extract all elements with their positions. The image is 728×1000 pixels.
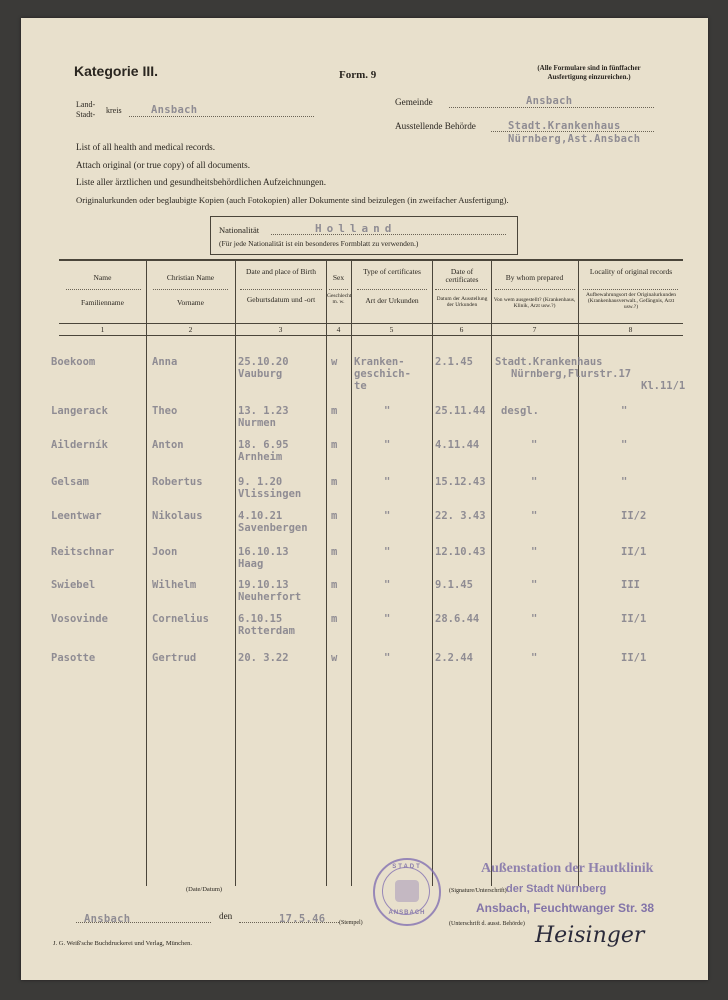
col-header-loc-de: Aufbewahrungsort der Originalurkunden (Krankenhausverwalt., Gefängnis, Arzt usw.?): [585, 292, 677, 310]
row-prepared-by: ": [531, 546, 538, 558]
behoerde-label: Ausstellende Behörde: [395, 121, 476, 131]
row-birth-date: 19.10.13: [238, 579, 289, 591]
col-header-name-de: Familienname: [81, 298, 124, 307]
row-certificate-date: 9.1.45: [435, 579, 473, 591]
round-stamp-bottom: ANSBACH: [388, 910, 426, 916]
col-header-name: [59, 274, 146, 282]
nationality-box: [210, 216, 518, 255]
row-first-name: Cornelius: [152, 613, 209, 625]
row-sex: w: [331, 652, 338, 664]
col-header-by: By whom prepared: [505, 273, 564, 282]
behoerde-value-1: Stadt.Krankenhaus: [508, 120, 621, 132]
footer-place: Ansbach: [84, 913, 131, 925]
row-prepared-by-2: Nürnberg,Flurstr.17: [511, 368, 632, 380]
header-dots-3: [240, 289, 322, 290]
row-certificate-type: ": [384, 579, 391, 591]
printer-imprint: J. G. Weiß'sche Buchdruckerei und Verlag, München.: [53, 940, 193, 947]
row-name: Swiebel: [51, 579, 96, 591]
row-name: Langerack: [51, 405, 108, 417]
round-stamp-top: STADT: [392, 864, 422, 870]
row-prepared-by: desgl.: [501, 405, 539, 417]
instruction-line-2: Attach original (or true copy) of all documents.: [76, 160, 250, 170]
row-birth-date: 25.10.20: [238, 356, 289, 368]
col-number-5: 5: [389, 325, 394, 334]
coat-of-arms-icon: [395, 880, 419, 902]
header-dots-8: [583, 289, 678, 290]
nationality-label: Nationalität: [219, 225, 260, 235]
col-number-3: 3: [278, 325, 283, 334]
row-first-name: Robertus: [152, 476, 203, 488]
gemeinde-label: Gemeinde: [395, 97, 433, 107]
col-header-loc: Locality of original records: [589, 267, 673, 276]
row-certificate-type: ": [384, 476, 391, 488]
header-dots-1: [66, 289, 141, 290]
table-number-rule: [59, 335, 683, 336]
row-prepared-by: ": [531, 476, 538, 488]
row-name: Ailderník: [51, 439, 108, 451]
col-divider-1: [146, 261, 147, 886]
stempel-label: (Stempel): [339, 920, 363, 926]
row-certificate-date: 25.11.44: [435, 405, 486, 417]
category-title: Kategorie III.: [74, 63, 159, 79]
row-prepared-by: ": [531, 652, 538, 664]
col-divider-5: [432, 261, 433, 886]
row-first-name: Nikolaus: [152, 510, 203, 522]
col-header-sex: Sex: [332, 273, 345, 282]
row-locality: II/2: [621, 510, 647, 522]
col-divider-2: [235, 261, 236, 886]
col-number-2: 2: [188, 325, 193, 334]
row-first-name: Theo: [152, 405, 178, 417]
row-locality: II/1: [621, 652, 647, 664]
col-header-sex-de: Geschlecht m. w.: [327, 293, 352, 305]
signature-label-2: (Unterschrift d. ausst. Behörde): [449, 921, 525, 927]
row-birth-place: Arnheim: [238, 451, 283, 463]
col-number-4: 4: [336, 325, 341, 334]
footer-date: 17.5.46: [279, 913, 326, 925]
instruction-line-4: Originalurkunden oder beglaubigte Kopien (auch Fotokopien) aller Dokumente sind beizulegen (in zweifacher Ausfertigung).: [76, 195, 509, 205]
col-header-by-de: Von wem ausgestellt? (Krankenhaus, Klinik, Arzt usw.?): [493, 297, 576, 309]
footer-den: den: [219, 911, 233, 921]
stamp-line-2: der Stadt Nürnberg: [506, 883, 607, 895]
row-birth-date: 9. 1.20: [238, 476, 283, 488]
row-locality: II/1: [621, 613, 647, 625]
row-locality: III: [621, 579, 640, 591]
col-header-date-de: Datum der Ausstellung der Urkunden: [436, 296, 488, 308]
row-prepared-by: ": [531, 510, 538, 522]
col-divider-6: [491, 261, 492, 886]
col-number-7: 7: [532, 325, 537, 334]
date-label: (Date/Datum): [186, 886, 223, 893]
row-prepared-by: Stadt.Krankenhaus: [495, 356, 603, 368]
row-first-name: Gertrud: [152, 652, 197, 664]
col-divider-4: [351, 261, 352, 886]
row-sex: m: [331, 439, 338, 451]
row-sex: m: [331, 405, 338, 417]
row-locality: ": [621, 439, 628, 451]
row-sex: m: [331, 613, 338, 625]
table-header-rule: [59, 323, 683, 324]
signature-label: (Signature/Unterschrift): [449, 888, 507, 894]
col-number-8: 8: [628, 325, 633, 334]
row-sex: w: [331, 356, 338, 368]
row-prepared-by: ": [531, 613, 538, 625]
row-certificate-type: ": [384, 546, 391, 558]
row-first-name: Anton: [152, 439, 184, 451]
row-sex: m: [331, 579, 338, 591]
row-certificate-type: ": [384, 613, 391, 625]
copies-note-line1: (Alle Formulare sind in fünffacher: [537, 64, 641, 72]
gemeinde-value: Ansbach: [526, 95, 573, 107]
row-birth-place: Nurmen: [238, 417, 276, 429]
row-birth-date: 20. 3.22: [238, 652, 289, 664]
stamp-line-3: Ansbach, Feuchtwanger Str. 38: [476, 901, 655, 915]
row-birth-place: Rotterdam: [238, 625, 295, 637]
nationality-line: [271, 234, 506, 235]
row-birth-date: 4.10.21: [238, 510, 283, 522]
row-birth-place: Neuherfort: [238, 591, 302, 603]
col-number-6: 6: [459, 325, 464, 334]
header-dots-4: [329, 289, 348, 290]
row-first-name: Wilhelm: [152, 579, 197, 591]
row-name: Gelsam: [51, 476, 89, 488]
kreis-label: kreis: [106, 106, 122, 115]
form-number: Form. 9: [339, 69, 377, 81]
land-label: Land-: [76, 100, 96, 109]
row-birth-date: 6.10.15: [238, 613, 283, 625]
copies-note-line2: Ausfertigung einzureichen.): [547, 73, 631, 81]
row-certificate-date: 2.2.44: [435, 652, 473, 664]
row-locality: ": [621, 476, 628, 488]
col-divider-3: [326, 261, 327, 886]
col-header-birth-de: Geburtsdatum und -ort: [246, 295, 316, 304]
behoerde-value-2: Nürnberg,Ast.Ansbach: [508, 133, 641, 145]
gemeinde-line: [449, 107, 654, 108]
header-dots-7: [495, 289, 575, 290]
col-header-date: Date of certificates: [445, 267, 479, 284]
col-header-birth: Date and place of Birth: [246, 267, 316, 276]
row-locality: II/1: [621, 546, 647, 558]
row-certificate-type-3: te: [354, 380, 367, 392]
row-sex: m: [331, 476, 338, 488]
nationality-value: Holland: [315, 222, 397, 235]
instruction-line-1: List of all health and medical records.: [76, 142, 216, 152]
row-birth-place: Haag: [238, 558, 264, 570]
header-dots-5: [357, 289, 427, 290]
col-divider-7: [578, 261, 579, 886]
row-birth-date: 16.10.13: [238, 546, 289, 558]
row-certificate-date: 2.1.45: [435, 356, 473, 368]
header-dots-2: [153, 289, 228, 290]
row-birth-place: Savenbergen: [238, 522, 308, 534]
row-name: Pasotte: [51, 652, 96, 664]
col-header-first-de: Vorname: [177, 298, 204, 307]
col-header-type-de: Art der Urkunden: [365, 296, 419, 305]
row-first-name: Joon: [152, 546, 178, 558]
row-certificate-type: ": [384, 510, 391, 522]
row-certificate-type-2: geschich-: [354, 368, 411, 380]
row-locality: Kl.11/1: [641, 380, 686, 392]
instruction-line-3: Liste aller ärztlichen und gesundheitsbehördlichen Aufzeichnungen.: [76, 177, 327, 187]
row-first-name: Anna: [152, 356, 178, 368]
place-line: [76, 922, 211, 923]
stadt-label: Stadt-: [76, 110, 96, 119]
row-certificate-date: 15.12.43: [435, 476, 486, 488]
col-header-first: Christian Name: [166, 273, 215, 282]
row-name: Reitschnar: [51, 546, 115, 558]
row-sex: m: [331, 546, 338, 558]
stamp-line-1: Außenstation der Hautklinik: [481, 861, 654, 876]
row-certificate-type: ": [384, 405, 391, 417]
copies-note: [489, 64, 689, 82]
row-name: Leentwar: [51, 510, 102, 522]
round-stamp: [373, 858, 441, 926]
kreis-line: [129, 116, 314, 117]
col-number-1: 1: [100, 325, 105, 334]
row-prepared-by: ": [531, 439, 538, 451]
row-birth-place: Vauburg: [238, 368, 283, 380]
row-certificate-type: ": [384, 439, 391, 451]
table-top-rule: [59, 259, 683, 261]
col-header-name-en: Name: [93, 273, 112, 282]
col-header-type: Type of certificates: [363, 267, 421, 276]
row-certificate-date: 12.10.43: [435, 546, 486, 558]
row-locality: ": [621, 405, 628, 417]
row-name: Vosovinde: [51, 613, 108, 625]
nationality-note: (Für jede Nationalität ist ein besonderes Formblatt zu verwenden.): [219, 239, 419, 248]
row-prepared-by: ": [531, 579, 538, 591]
kreis-value: Ansbach: [151, 104, 198, 116]
row-certificate-date: 22. 3.43: [435, 510, 486, 522]
row-birth-place: Vlissingen: [238, 488, 302, 500]
row-certificate-type: Kranken-: [354, 356, 405, 368]
row-certificate-date: 28.6.44: [435, 613, 480, 625]
row-birth-date: 13. 1.23: [238, 405, 289, 417]
row-name: Boekoom: [51, 356, 96, 368]
row-certificate-type: ": [384, 652, 391, 664]
handwritten-signature: Heisinger: [535, 923, 645, 948]
header-dots-6: [435, 289, 487, 290]
row-certificate-date: 4.11.44: [435, 439, 480, 451]
row-sex: m: [331, 510, 338, 522]
document-page: [21, 18, 708, 980]
row-birth-date: 18. 6.95: [238, 439, 289, 451]
